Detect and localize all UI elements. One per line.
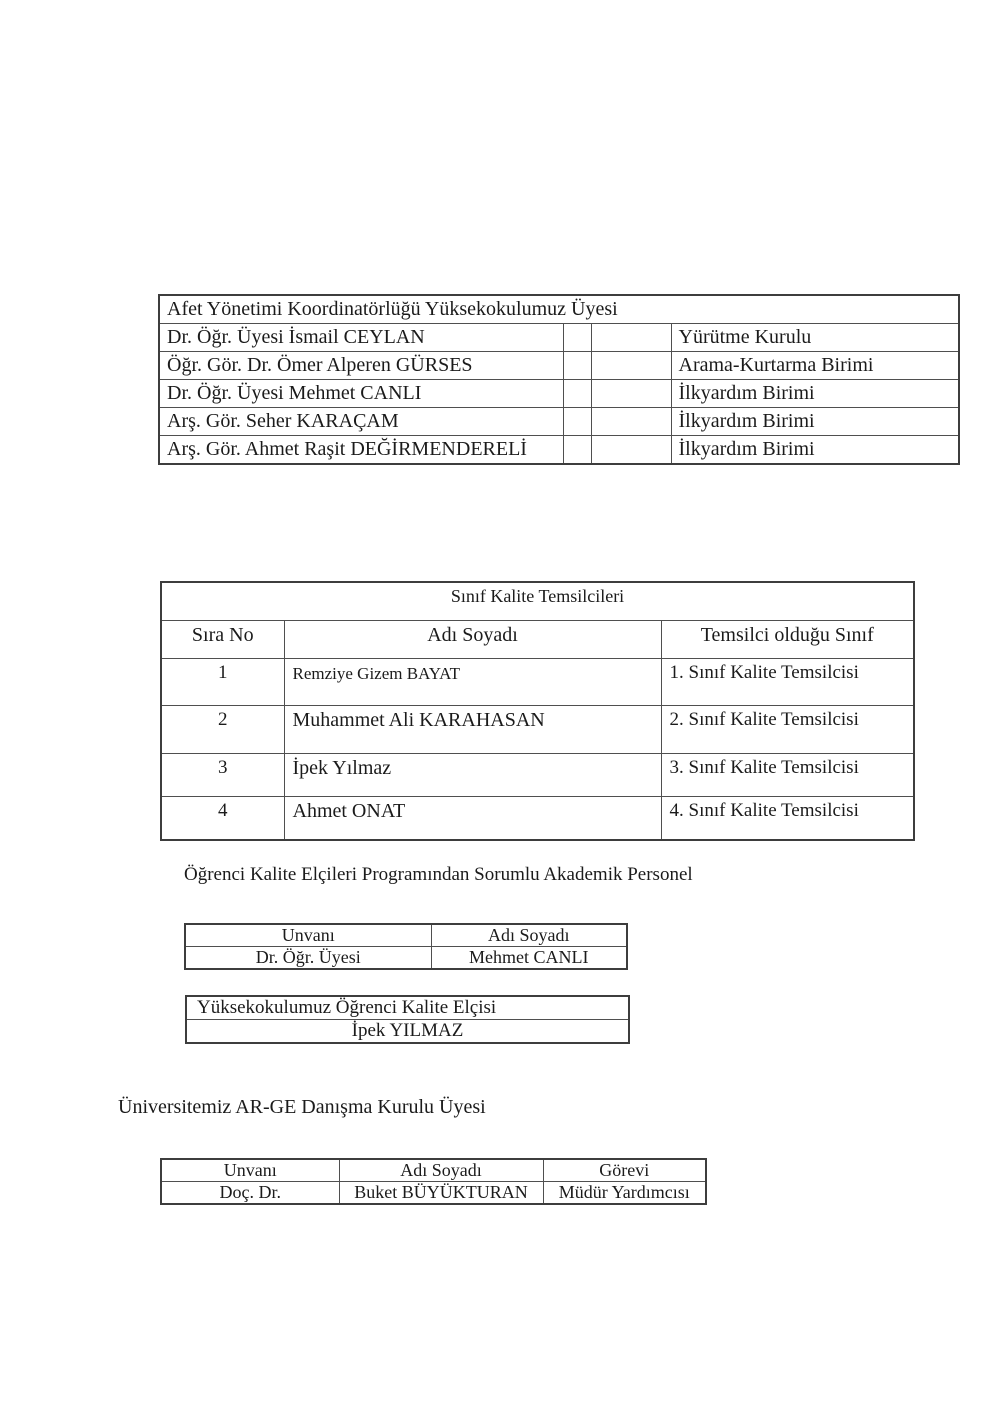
table-row <box>159 436 959 465</box>
member-unit: İlkyardım Birimi <box>671 436 959 465</box>
table-row <box>159 380 959 408</box>
member-unit: Arama-Kurtarma Birimi <box>671 352 959 380</box>
empty-cell <box>591 324 671 352</box>
table-title-row <box>161 582 914 621</box>
elcisi-header: Yüksekokulumuz Öğrenci Kalite Elçisi <box>186 996 629 1020</box>
empty-cell <box>563 352 591 380</box>
class-role: 2. Sınıf Kalite Temsilcisi <box>661 706 914 754</box>
student-name: Muhammet Ali KARAHASAN <box>284 706 661 754</box>
empty-cell <box>591 436 671 465</box>
table-header-row <box>161 1159 706 1182</box>
person-name: Buket BÜYÜKTURAN <box>339 1182 543 1205</box>
column-header-unvani: Unvanı <box>185 924 431 947</box>
member-name: Arş. Gör. Seher KARAÇAM <box>159 408 563 436</box>
person-title: Dr. Öğr. Üyesi <box>185 947 431 970</box>
class-role: 4. Sınıf Kalite Temsilcisi <box>661 797 914 841</box>
column-header-temsilci-sinif: Temsilci olduğu Sınıf <box>661 621 914 659</box>
student-name: Remziye Gizem BAYAT <box>284 659 661 706</box>
empty-cell <box>563 436 591 465</box>
class-role: 3. Sınıf Kalite Temsilcisi <box>661 754 914 797</box>
afet-table-title: Afet Yönetimi Koordinatörlüğü Yüksekokulumuz Üyesi <box>159 295 959 324</box>
student-name: İpek Yılmaz <box>284 754 661 797</box>
column-header-adi-soyadi: Adı Soyadı <box>284 621 661 659</box>
empty-cell <box>563 324 591 352</box>
student-name: Ahmet ONAT <box>284 797 661 841</box>
member-name: Dr. Öğr. Üyesi İsmail CEYLAN <box>159 324 563 352</box>
table-header-row <box>161 621 914 659</box>
empty-cell <box>563 408 591 436</box>
akademik-personel-table <box>184 923 628 970</box>
table-row <box>161 1182 706 1205</box>
table-row <box>159 324 959 352</box>
elcisi-name: İpek YILMAZ <box>186 1020 629 1044</box>
arge-danisma-kurulu-table <box>160 1158 707 1205</box>
table-header-row <box>185 924 627 947</box>
table-header-row <box>186 996 629 1020</box>
afet-koordinatorlugu-table <box>158 294 960 465</box>
empty-cell <box>563 380 591 408</box>
member-name: Öğr. Gör. Dr. Ömer Alperen GÜRSES <box>159 352 563 380</box>
person-title: Doç. Dr. <box>161 1182 339 1205</box>
kalite-elcisi-table <box>185 995 630 1044</box>
member-name: Arş. Gör. Ahmet Raşit DEĞİRMENDERELİ <box>159 436 563 465</box>
empty-cell <box>591 380 671 408</box>
sinif-kalite-temsilcileri-table <box>160 581 915 841</box>
column-header-adi-soyadi: Adı Soyadı <box>339 1159 543 1182</box>
row-number: 2 <box>161 706 284 754</box>
empty-cell <box>591 408 671 436</box>
table-row <box>161 706 914 754</box>
column-header-adi-soyadi: Adı Soyadı <box>431 924 627 947</box>
row-number: 4 <box>161 797 284 841</box>
column-header-unvani: Unvanı <box>161 1159 339 1182</box>
table-row <box>161 797 914 841</box>
table-row <box>185 947 627 970</box>
person-name: Mehmet CANLI <box>431 947 627 970</box>
class-role: 1. Sınıf Kalite Temsilcisi <box>661 659 914 706</box>
column-header-gorevi: Görevi <box>543 1159 706 1182</box>
member-name: Dr. Öğr. Üyesi Mehmet CANLI <box>159 380 563 408</box>
sinif-table-title: Sınıf Kalite Temsilcileri <box>161 582 914 621</box>
member-unit: İlkyardım Birimi <box>671 380 959 408</box>
person-role: Müdür Yardımcısı <box>543 1182 706 1205</box>
empty-cell <box>591 352 671 380</box>
row-number: 1 <box>161 659 284 706</box>
table-row <box>186 1020 629 1044</box>
member-unit: Yürütme Kurulu <box>671 324 959 352</box>
table-row <box>161 754 914 797</box>
table-row <box>159 352 959 380</box>
ogrenci-kalite-elcileri-heading: Öğrenci Kalite Elçileri Programından Sorumlu Akademik Personel <box>184 864 693 885</box>
column-header-sira-no: Sıra No <box>161 621 284 659</box>
table-row <box>159 408 959 436</box>
row-number: 3 <box>161 754 284 797</box>
table-row <box>161 659 914 706</box>
arge-danisma-kurulu-heading: Üniversitemiz AR-GE Danışma Kurulu Üyesi <box>118 1096 486 1118</box>
member-unit: İlkyardım Birimi <box>671 408 959 436</box>
table-title-row <box>159 295 959 324</box>
